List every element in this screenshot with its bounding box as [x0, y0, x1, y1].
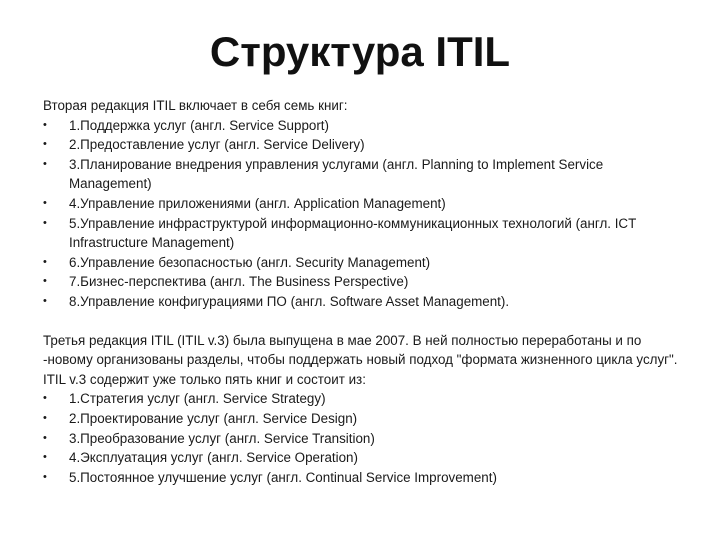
bullet-icon: •	[43, 411, 47, 424]
list-item	[43, 292, 683, 312]
bullet-icon: •	[43, 451, 47, 464]
slide-body	[43, 96, 683, 487]
list-item	[43, 429, 683, 449]
list-item-text: 3.Планирование внедрения управления услугами (англ. Planning to Implement Service Management)	[69, 156, 604, 192]
list-item-text: 4.Эксплуатация услуг (англ. Service Operation)	[69, 450, 358, 466]
list-item	[43, 468, 683, 488]
list-item	[43, 253, 683, 273]
list-item	[43, 116, 683, 136]
section1-intro: Вторая редакция ITIL включает в себя семь книг:	[43, 98, 348, 113]
list-item-text: 6.Управление безопасностью (англ. Security Management)	[69, 254, 431, 270]
list-item	[43, 448, 683, 468]
bullet-icon: •	[43, 470, 47, 483]
list-item	[43, 194, 683, 214]
bullet-icon: •	[43, 216, 47, 229]
bullet-icon: •	[43, 392, 47, 405]
bullet-icon: •	[43, 157, 47, 170]
list-item	[43, 214, 683, 253]
list-item-text: 5.Постоянное улучшение услуг (англ. Continual Service Improvement)	[69, 469, 497, 485]
list-item-text: 4.Управление приложениями (англ. Application Management)	[69, 195, 446, 211]
bullet-icon: •	[43, 118, 47, 131]
section1-list	[43, 116, 683, 312]
bullet-icon: •	[43, 255, 47, 268]
list-item	[43, 389, 683, 409]
bullet-icon: •	[43, 275, 47, 288]
bullet-icon: •	[43, 431, 47, 444]
list-item-text: 5.Управление инфраструктурой информационно-коммуникационных технологий (англ. ICT Infrastructure Management)	[69, 215, 637, 251]
section2-list	[43, 389, 683, 487]
bullet-icon: •	[43, 196, 47, 209]
list-item-text: 7.Бизнес-перспектива (англ. The Business Perspective)	[69, 274, 409, 290]
section2-intro: Третья редакция ITIL (ITIL v.3) была выпущена в мае 2007. В ней полностью переработаны и по -новому организованы разделы, чтобы поддержать новый подход "формата жизненного цикла услуг". ITIL v.3 содержит уже только пять книг и состоит из:	[43, 332, 678, 387]
list-item-text: 1.Стратегия услуг (англ. Service Strategy)	[69, 391, 326, 407]
list-item	[43, 409, 683, 429]
slide-title: Структура ITIL	[209, 28, 511, 75]
list-item	[43, 155, 683, 194]
bullet-icon: •	[43, 294, 47, 307]
section-spacer	[43, 312, 683, 331]
list-item-text: 2.Предоставление услуг (англ. Service Delivery)	[69, 137, 365, 153]
list-item	[43, 135, 683, 155]
list-item-text: 3.Преобразование услуг (англ. Service Transition)	[69, 430, 375, 446]
list-item-text: 1.Поддержка услуг (англ. Service Support)	[69, 117, 329, 133]
bullet-icon: •	[43, 138, 47, 151]
list-item	[43, 272, 683, 292]
list-item-text: 8.Управление конфигурациями ПО (англ. Software Asset Management).	[69, 293, 510, 309]
list-item-text: 2.Проектирование услуг (англ. Service Design)	[69, 410, 358, 426]
